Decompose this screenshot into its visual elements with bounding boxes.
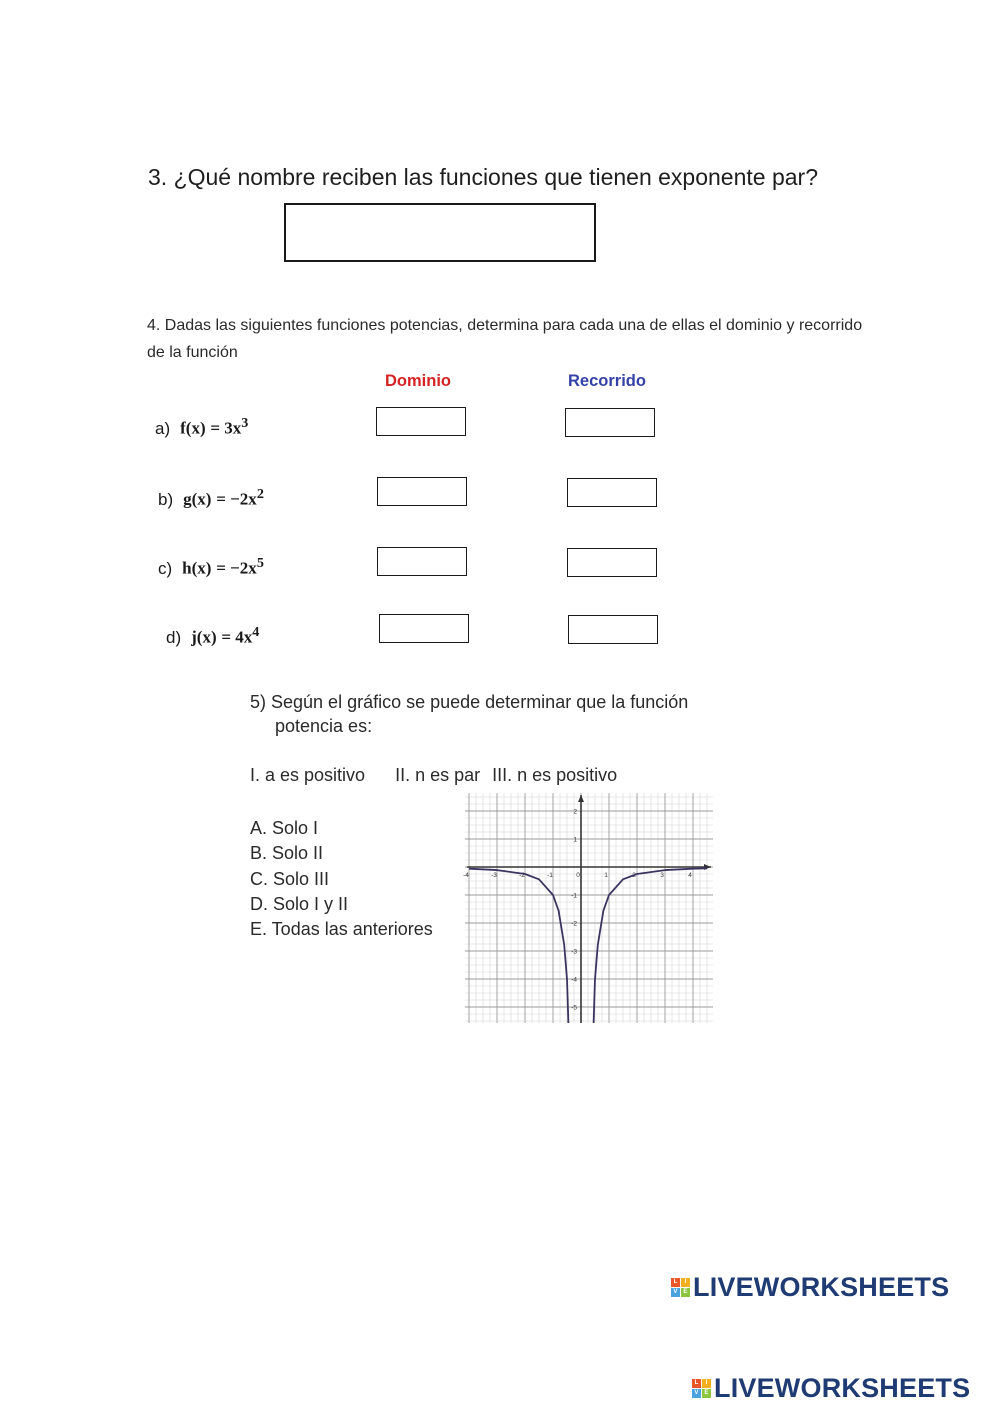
domain-column-header: Dominio	[385, 372, 451, 390]
range-column-header: Recorrido	[568, 372, 646, 390]
q3-answer-box[interactable]	[284, 203, 596, 262]
x-tick-label: 1	[604, 872, 608, 879]
range-box-c[interactable]	[567, 548, 657, 577]
logo-mark-cell: L	[671, 1278, 680, 1287]
x-tick-label: 0	[576, 872, 580, 879]
logo-mark-cell: V	[671, 1288, 680, 1297]
y-tick-label: -4	[571, 976, 577, 984]
function-rhs: = −2x	[216, 558, 257, 578]
logo-text: LIVEWORKSHEETS	[693, 1272, 950, 1302]
function-exponent: 4	[252, 624, 260, 640]
y-axis-arrow	[578, 795, 584, 802]
x-tick-label: -2	[519, 872, 525, 879]
question-5-prompt	[250, 690, 730, 738]
row-label: b)	[158, 489, 174, 509]
q5-line-2: potencia es:	[275, 716, 373, 736]
y-tick-label: 2	[573, 808, 577, 816]
function-row-d	[166, 624, 259, 648]
x-tick-label: 3	[660, 872, 664, 879]
q5-line-1: 5) Según el gráfico se puede determinar que la función	[250, 692, 689, 712]
logo-mark-icon	[671, 1278, 690, 1297]
statement-i: I. a es positivo	[250, 765, 366, 785]
function-row-b	[158, 486, 264, 510]
grid-major	[465, 793, 713, 1023]
logo-mark-cell: I	[681, 1278, 690, 1287]
logo-mark-icon	[692, 1379, 711, 1398]
function-row-c	[158, 555, 264, 579]
y-tick-label: -5	[571, 1004, 577, 1012]
function-exponent: 5	[256, 555, 264, 571]
range-box-a[interactable]	[565, 408, 655, 437]
row-label: a)	[155, 418, 171, 438]
row-label: c)	[158, 558, 173, 578]
logo-text: LIVEWORKSHEETS	[714, 1373, 971, 1403]
function-name: f(x)	[180, 418, 206, 438]
option-b[interactable]: B. Solo II	[250, 843, 324, 864]
statement-ii: II. n es par	[395, 765, 481, 785]
x-tick-label: 4	[688, 872, 692, 879]
logo-mark-cell: E	[681, 1288, 690, 1297]
y-tick-label: -2	[571, 920, 577, 928]
option-d[interactable]: D. Solo I y II	[250, 893, 349, 914]
logo-mark-cell: V	[692, 1389, 701, 1398]
logo-mark-cell: L	[692, 1379, 701, 1388]
domain-box-a[interactable]	[376, 407, 466, 436]
x-tick-label: 2	[632, 872, 636, 879]
question-3: 3. ¿Qué nombre reciben las funciones que tienen exponente par?	[148, 164, 818, 190]
logo-mark-cell: I	[702, 1379, 711, 1388]
function-exponent: 2	[256, 486, 264, 502]
liveworksheets-logo-2	[692, 1373, 970, 1404]
domain-box-b[interactable]	[377, 477, 467, 506]
y-tick-label: 1	[573, 836, 577, 844]
y-tick-label: -1	[571, 892, 577, 900]
range-box-d[interactable]	[568, 615, 658, 644]
function-rhs: = 4x	[221, 627, 253, 647]
option-e[interactable]: E. Todas las anteriores	[250, 919, 433, 940]
grid-minor	[465, 793, 713, 1023]
function-row-a	[155, 415, 248, 439]
function-rhs: = −2x	[216, 489, 257, 509]
domain-box-c[interactable]	[377, 547, 467, 576]
function-rhs: = 3x	[210, 418, 242, 438]
function-name: h(x)	[182, 558, 212, 578]
statement-iii: III. n es positivo	[492, 765, 618, 785]
range-box-b[interactable]	[567, 478, 657, 507]
x-tick-label: -4	[463, 872, 469, 879]
function-name: g(x)	[183, 489, 212, 509]
x-tick-label: -1	[547, 872, 553, 879]
function-name: j(x)	[191, 627, 217, 647]
x-tick-label: -3	[491, 872, 497, 879]
liveworksheets-logo-1	[671, 1272, 949, 1303]
q5-options	[250, 816, 433, 942]
option-c[interactable]: C. Solo III	[250, 868, 330, 889]
domain-box-d[interactable]	[379, 614, 469, 643]
logo-mark-cell: E	[702, 1389, 711, 1398]
function-exponent: 3	[241, 415, 249, 431]
function-graph	[465, 793, 713, 1023]
row-label: d)	[166, 627, 182, 647]
q5-statements	[250, 765, 647, 786]
y-tick-label: -3	[571, 948, 577, 956]
option-a[interactable]: A. Solo I	[250, 818, 319, 838]
question-4-prompt: 4. Dadas las siguientes funciones potencias, determina para cada una de ellas el dominio y recorrido de la función	[147, 317, 863, 361]
